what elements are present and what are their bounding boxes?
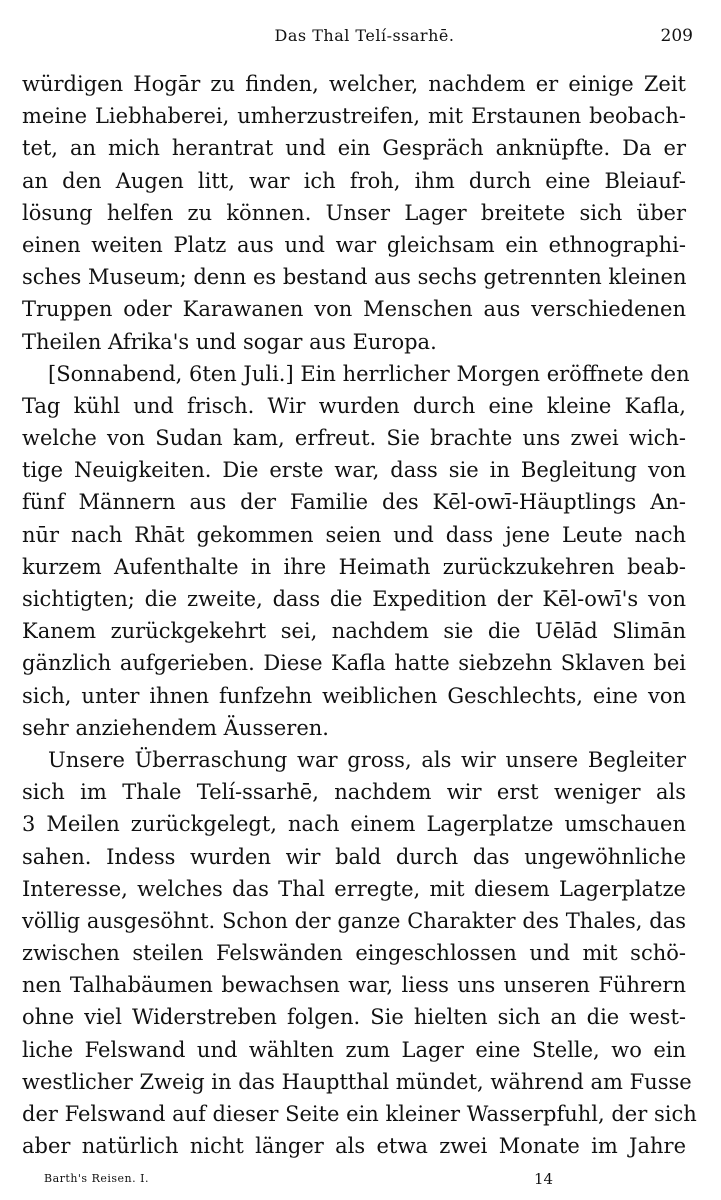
text-line: sahen. Indess wurden wir bald durch das ungewöhnliche: [22, 844, 686, 869]
text-line: lösung helfen zu können. Unser Lager breitete sich über: [22, 200, 686, 225]
signature-number: 14: [534, 1170, 554, 1188]
text-line: nūr nach Rhāt gekommen seien und dass jene Leute nach: [22, 522, 686, 547]
text-line: fünf Männern aus der Familie des Kēl-owī-Häuptlings An-: [22, 490, 686, 515]
text-line: Kanem zurückgekehrt sei, nachdem sie die Uēlād Slimān: [22, 619, 686, 644]
text-line: aber natürlich nicht länger als etwa zwei Monate im Jahre: [22, 1134, 686, 1159]
text-line: nen Talhabäumen bewachsen war, liess uns unseren Führern: [22, 973, 686, 998]
text-line: sches Museum; denn es bestand aus sechs getrennten kleinen: [22, 265, 687, 290]
text-line: liche Felswand und wählten zum Lager eine Stelle, wo ein: [22, 1037, 686, 1062]
text-line: sich im Thale Telí-ssarhē, nachdem wir erst weniger als: [22, 780, 686, 805]
page-header: [36, 26, 693, 50]
printer-signature: Barth's Reisen. I.: [44, 1172, 149, 1185]
text-line: 3 Meilen zurückgelegt, nach einem Lagerplatze umschauen: [22, 812, 686, 837]
text-line: kurzem Aufenthalte in ihre Heimath zurückzukehren beab-: [22, 554, 686, 579]
text-line: Interesse, welches das Thal erregte, mit diesem Lagerplatze: [22, 876, 686, 901]
text-line: Truppen oder Karawanen von Menschen aus verschiedenen: [22, 297, 686, 322]
text-line: meine Liebhaberei, umherzustreifen, mit Erstaunen beobach-: [22, 104, 686, 129]
text-line: welche von Sudan kam, erfreut. Sie brachte uns zwei wich-: [22, 426, 686, 451]
text-line: westlicher Zweig in das Hauptthal mündet, während am Fusse: [22, 1069, 692, 1094]
text-line: Unsere Überraschung war gross, als wir unsere Begleiter: [48, 747, 686, 772]
text-line: Tag kühl und frisch. Wir wurden durch eine kleine Kafla,: [22, 393, 686, 418]
text-line: zwischen steilen Felswänden eingeschlossen und mit schö-: [22, 941, 686, 966]
text-line: tet, an mich herantrat und ein Gespräch anknüpfte. Da er: [22, 136, 686, 161]
text-line: an den Augen litt, war ich froh, ihm durch eine Bleiauf-: [22, 168, 686, 193]
text-line: sehr anziehendem Äusseren.: [22, 715, 329, 740]
text-line: einen weiten Platz aus und war gleichsam ein ethnographi-: [22, 232, 686, 257]
text-line: gänzlich aufgerieben. Diese Kafla hatte siebzehn Sklaven bei: [22, 651, 686, 676]
text-line: sich, unter ihnen funfzehn weiblichen Geschlechts, eine von: [22, 683, 686, 708]
text-line: ohne viel Widerstreben folgen. Sie hielten sich an die west-: [22, 1005, 686, 1030]
body-text: [22, 68, 697, 1162]
text-line: würdigen Hogār zu finden, welcher, nachdem er einige Zeit: [22, 72, 686, 96]
text-line: sichtigten; die zweite, dass die Expedition der Kēl-owī's von: [22, 587, 686, 611]
text-line: [Sonnabend, 6ten Juli.] Ein herrlicher Morgen eröffnete den: [48, 361, 690, 386]
running-title: Das Thal Telí-ssarhē.: [274, 26, 455, 45]
text-line: völlig ausgesöhnt. Schon der ganze Charakter des Thales, das: [22, 908, 686, 933]
text-line: Theilen Afrika's und sogar aus Europa.: [22, 329, 437, 354]
text-line: der Felswand auf dieser Seite ein kleiner Wasserpfuhl, der sich: [22, 1102, 697, 1126]
text-line: tige Neuigkeiten. Die erste war, dass sie in Begleitung von: [22, 458, 686, 483]
page-footer: [44, 1172, 677, 1192]
page-number: 209: [660, 26, 693, 46]
